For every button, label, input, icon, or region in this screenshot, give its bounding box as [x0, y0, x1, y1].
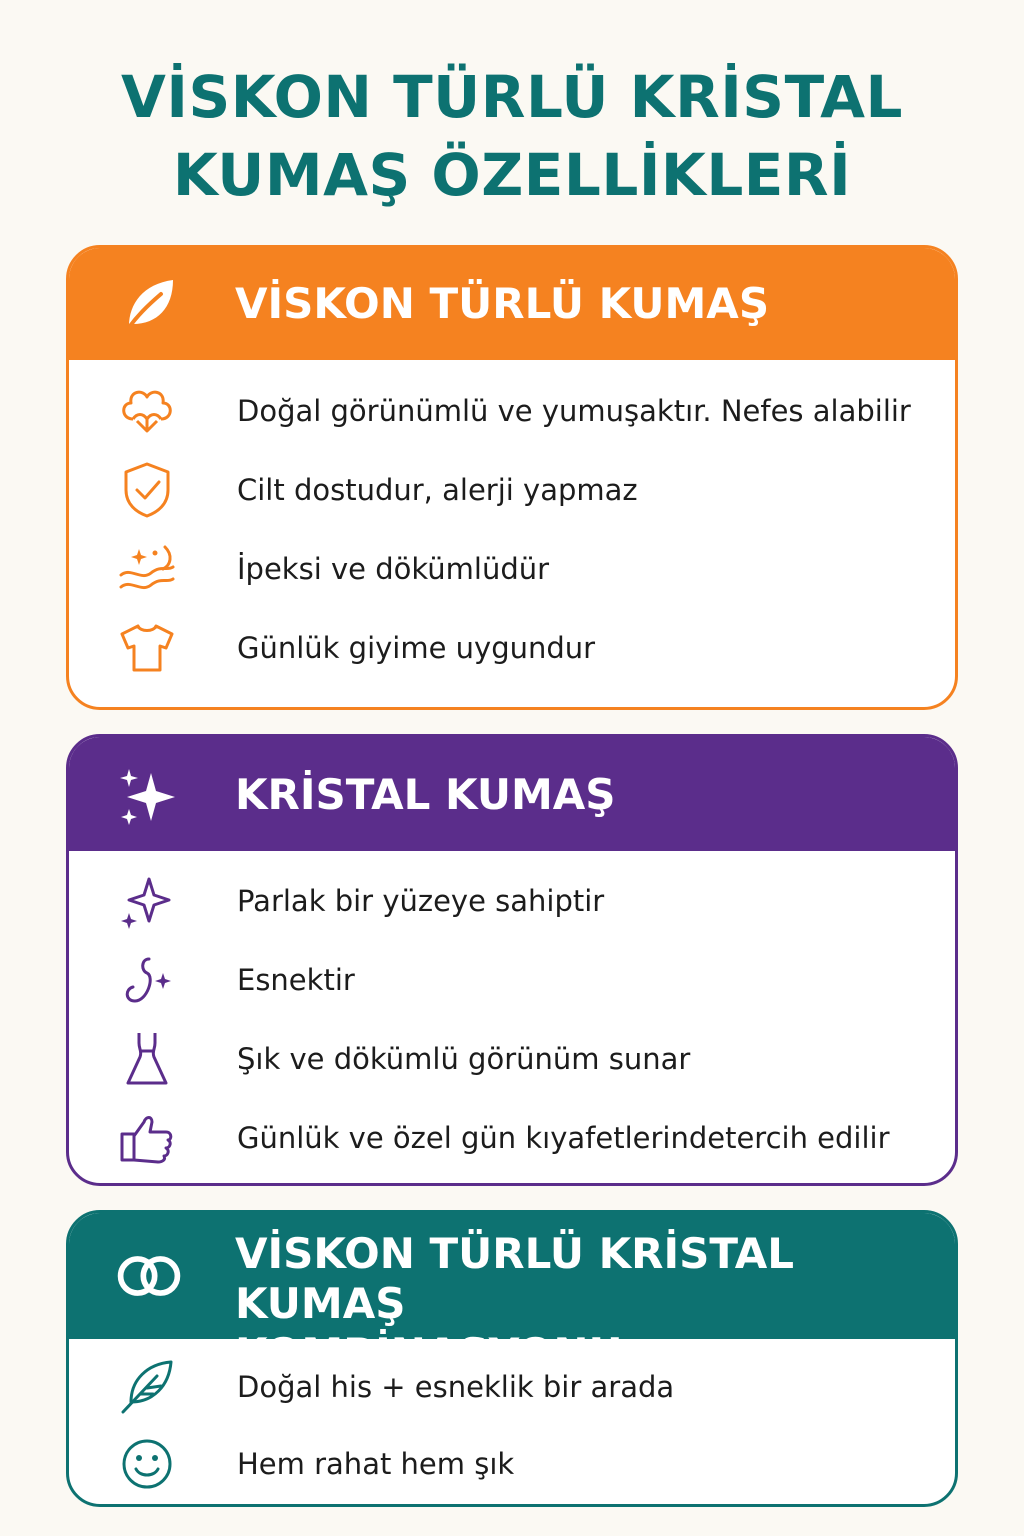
list-item: [69, 455, 955, 525]
list-item: [69, 376, 955, 446]
rings-icon: [113, 1240, 185, 1312]
viskon-card: [66, 245, 958, 710]
list-item: [69, 534, 955, 604]
sparkles-icon: [113, 761, 185, 833]
list-item: [69, 1103, 955, 1173]
kombinasyon-title-line-2: KOMBİNASYONU: [235, 1329, 623, 1378]
list-item-text: Günlük ve özel gün kıyafetlerindetercih edilir: [237, 1121, 890, 1155]
page-title-line-1: VİSKON TÜRLÜ KRİSTAL: [121, 63, 903, 131]
list-item: [69, 1429, 955, 1499]
tshirt-icon: [115, 616, 179, 680]
kombinasyon-card: [66, 1210, 958, 1507]
kombinasyon-card-header: [69, 1213, 955, 1378]
silk-wave-icon: [115, 537, 179, 601]
viskon-card-header: [69, 248, 955, 360]
leaf-icon: [113, 268, 185, 340]
list-item-text: Hem rahat hem şık: [237, 1447, 515, 1481]
viskon-card-title: VİSKON TÜRLÜ KUMAŞ: [235, 279, 770, 328]
cotton-icon: [115, 379, 179, 443]
list-item-text: Şık ve dökümlü görünüm sunar: [237, 1042, 691, 1076]
thumbs-up-icon: [115, 1106, 179, 1170]
list-item: [69, 866, 955, 936]
list-item-text: Parlak bir yüzeye sahiptir: [237, 884, 605, 918]
list-item: [69, 1024, 955, 1094]
list-item-text: Doğal görünümlü ve yumuşaktır. Nefes alabilir: [237, 394, 911, 428]
kristal-card: [66, 734, 958, 1186]
list-item-text: Esnektir: [237, 963, 355, 997]
list-item-text: Günlük giyime uygundur: [237, 631, 596, 665]
smile-icon: [115, 1432, 179, 1496]
feather-icon: [115, 1355, 179, 1419]
list-item-text: Cilt dostudur, alerji yapmaz: [237, 473, 638, 507]
list-item: [69, 1352, 955, 1422]
kristal-card-header: [69, 737, 955, 851]
page-title-line-2: KUMAŞ ÖZELLİKLERİ: [172, 141, 852, 209]
sparkle-icon: [115, 869, 179, 933]
page-title: [0, 58, 1024, 214]
stretch-icon: [115, 948, 179, 1012]
dress-icon: [115, 1027, 179, 1091]
shield-check-icon: [115, 458, 179, 522]
list-item: [69, 945, 955, 1015]
list-item-text: Doğal his + esneklik bir arada: [237, 1370, 675, 1404]
list-item: [69, 613, 955, 683]
list-item-text: İpeksi ve dökümlüdür: [237, 552, 550, 586]
kristal-card-title: KRİSTAL KUMAŞ: [235, 770, 616, 819]
kombinasyon-title-line-1: VİSKON TÜRLÜ KRİSTAL KUMAŞ: [235, 1229, 795, 1328]
